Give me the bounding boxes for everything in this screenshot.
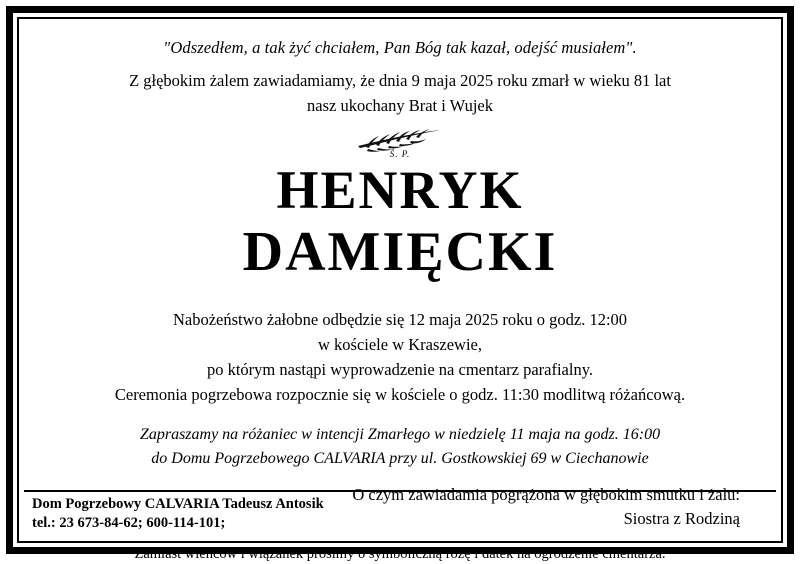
footer-divider: [24, 490, 776, 492]
rosary-line-1: Zapraszamy na różaniec w intencji Zmarłego w niedzielę 11 maja na godz. 16:00: [139, 426, 661, 444]
ceremony-line-2: w kościele w Kraszewie,: [317, 335, 483, 354]
palm-branch-emblem-wrap: [42, 127, 758, 159]
family-line-2: Siostra z Rodziną: [623, 509, 740, 529]
deceased-first-name: HENRYK: [276, 160, 524, 221]
deceased-surname: DAMIĘCKI: [242, 220, 558, 283]
rosary-line-2: do Domu Pogrzebowego CALVARIA przy ul. Gostkowskiej 69 w Ciechanowie: [151, 450, 649, 468]
funeral-home-name: Dom Pogrzebowy CALVARIA Tadeusz Antosik: [32, 495, 324, 512]
family-line-1: O czym zawiadamia pogrążona w głębokim smutku i żalu:: [352, 485, 740, 505]
ceremony-details: [42, 308, 758, 407]
funeral-home-phone: tel.: 23 673-84-62; 600-114-101;: [32, 515, 226, 532]
announcement-line-1: Z głębokim żalem zawiadamiamy, że dnia 9 maja 2025 roku zmarł w wieku 81 lat: [129, 70, 671, 90]
wreath-request-note: Zamiast wieńców i wiązanek prosimy o symboliczną różę i datek na ogrodzenie cmentarza.: [134, 546, 666, 563]
ceremony-line-1: Nabożeństwo żałobne odbędzie się 12 maja 2025 roku o godz. 12:00: [172, 310, 628, 330]
epitaph-quote: "Odszedłem, a tak żyć chciałem, Pan Bóg tak kazał, odejść musiałem".: [163, 38, 637, 57]
ceremony-line-3: po którym nastąpi wyprowadzenie na cmentarz parafialny.: [206, 359, 594, 379]
ceremony-line-4: Ceremonia pogrzebowa rozpocznie się w kościele o godz. 11:30 modlitwą różańcową.: [114, 384, 686, 404]
funeral-home-footer: [24, 495, 776, 534]
notice-content: [24, 24, 776, 563]
rosary-invitation: [42, 423, 758, 471]
announcement-line-2: nasz ukochany Brat i Wujek: [307, 96, 493, 116]
sp-abbreviation: Ś. P.: [389, 149, 411, 160]
